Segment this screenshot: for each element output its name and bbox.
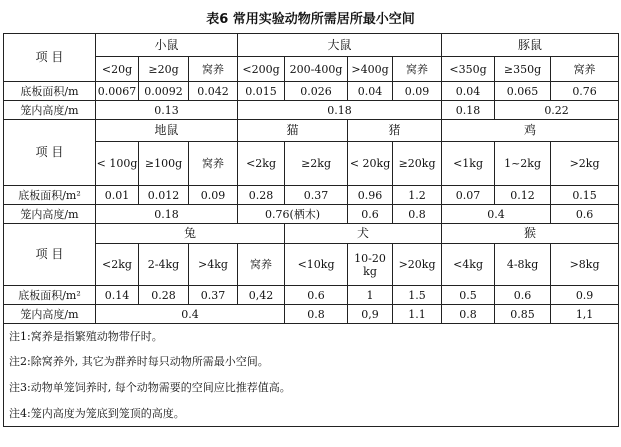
table-title: 表6 常用实验动物所需居所最小空间 — [206, 12, 415, 27]
value-cell: 0,9 — [348, 305, 393, 324]
subheader: >4kg — [189, 244, 238, 286]
value-cell: 0.07 — [442, 186, 495, 205]
subheader: 1~2kg — [495, 142, 551, 186]
value-cell: 0.8 — [442, 305, 495, 324]
note-line: 注2:除窝养外, 其它为群养时每只动物所需最小空间。 — [9, 355, 269, 368]
subheader: >2kg — [551, 142, 619, 186]
subheader: 窝养 — [189, 57, 238, 82]
value-cell: 0.85 — [495, 305, 551, 324]
value-cell: 0.4 — [96, 305, 285, 324]
subheader: ≥350g — [495, 57, 551, 82]
value-cell: 1.2 — [393, 186, 442, 205]
group-header: 猫 — [238, 120, 348, 142]
group-header: 兔 — [96, 224, 285, 244]
value-cell: 0.9 — [551, 286, 619, 305]
value-cell: 0.18 — [442, 101, 495, 120]
value-cell: 1,1 — [551, 305, 619, 324]
value-cell: 0.4 — [442, 205, 551, 224]
row-label: 笼内高度/m — [4, 305, 96, 324]
subheader: < 100g — [96, 142, 139, 186]
value-cell: 0.04 — [442, 82, 495, 101]
value-cell: 0.76 — [551, 82, 619, 101]
value-cell: 0.8 — [285, 305, 348, 324]
row-label: 笼内高度/m — [4, 101, 96, 120]
group-header: 鸡 — [442, 120, 619, 142]
space-requirements-table — [3, 33, 619, 427]
subheader: 窝养 — [551, 57, 619, 82]
subheader: ≥20g — [139, 57, 189, 82]
subheader: 200-400g — [285, 57, 348, 82]
subheader: 2-4kg — [139, 244, 189, 286]
row-label: 底板面积/m² — [4, 186, 96, 205]
value-cell: 0.15 — [551, 186, 619, 205]
item-header: 项 目 — [4, 224, 96, 286]
value-cell: 0.015 — [238, 82, 285, 101]
item-header: 项 目 — [4, 34, 96, 82]
value-cell: 0,42 — [238, 286, 285, 305]
subheader: <20g — [96, 57, 139, 82]
note-line: 注3:动物单笼饲养时, 每个动物需要的空间应比推荐值高。 — [9, 381, 291, 394]
value-cell: 0.12 — [495, 186, 551, 205]
value-cell: 1.1 — [393, 305, 442, 324]
value-cell: 0.6 — [348, 205, 393, 224]
group-header: 大鼠 — [238, 34, 442, 57]
subheader: <10kg — [285, 244, 348, 286]
value-cell: 0.76(栖木) — [238, 205, 348, 224]
value-cell: 1 — [348, 286, 393, 305]
subheader: >400g — [348, 57, 393, 82]
value-cell: 0.012 — [139, 186, 189, 205]
note-line: 注4:笼内高度为笼底到笼顶的高度。 — [9, 407, 185, 420]
value-cell: 0.6 — [551, 205, 619, 224]
subheader: <2kg — [96, 244, 139, 286]
subheader: ≥100g — [139, 142, 189, 186]
note-line: 注1:窝养是指繁殖动物带仔时。 — [9, 330, 163, 343]
value-cell: 1.5 — [393, 286, 442, 305]
value-cell: 0.09 — [189, 186, 238, 205]
value-cell: 0.5 — [442, 286, 495, 305]
value-cell: 0.6 — [495, 286, 551, 305]
row-label: 底板面积/m² — [4, 286, 96, 305]
subheader: < 20kg — [348, 142, 393, 186]
value-cell: 0.28 — [238, 186, 285, 205]
subheader: >20kg — [393, 244, 442, 286]
subheader: ≥20kg — [393, 142, 442, 186]
group-header: 豚鼠 — [442, 34, 619, 57]
row-label: 笼内高度/m — [4, 205, 96, 224]
value-cell: 0.04 — [348, 82, 393, 101]
value-cell: 0.37 — [285, 186, 348, 205]
item-header: 项 目 — [4, 120, 96, 186]
value-cell: 0.96 — [348, 186, 393, 205]
subheader: 4-8kg — [495, 244, 551, 286]
value-cell: 0.8 — [393, 205, 442, 224]
group-header: 猪 — [348, 120, 442, 142]
value-cell: 0.09 — [393, 82, 442, 101]
value-cell: 0.14 — [96, 286, 139, 305]
subheader: 窝养 — [393, 57, 442, 82]
value-cell: 0.18 — [238, 101, 442, 120]
value-cell: 0.01 — [96, 186, 139, 205]
subheader: <2kg — [238, 142, 285, 186]
group-header: 小鼠 — [96, 34, 238, 57]
value-cell: 0.065 — [495, 82, 551, 101]
row-label: 底板面积/m — [4, 82, 96, 101]
subheader: <4kg — [442, 244, 495, 286]
value-cell: 0.0092 — [139, 82, 189, 101]
value-cell: 0.22 — [495, 101, 619, 120]
subheader: >8kg — [551, 244, 619, 286]
value-cell: 0.0067 — [96, 82, 139, 101]
value-cell: 0.18 — [96, 205, 238, 224]
group-header: 猴 — [442, 224, 619, 244]
value-cell: 0.28 — [139, 286, 189, 305]
group-header: 地鼠 — [96, 120, 238, 142]
notes-cell — [4, 324, 619, 427]
subheader: <200g — [238, 57, 285, 82]
value-cell: 0.37 — [189, 286, 238, 305]
subheader: <350g — [442, 57, 495, 82]
value-cell: 0.6 — [285, 286, 348, 305]
subheader: 10-20 kg — [348, 244, 393, 286]
value-cell: 0.026 — [285, 82, 348, 101]
group-header: 犬 — [285, 224, 442, 244]
subheader: 窝养 — [238, 244, 285, 286]
value-cell: 0.13 — [96, 101, 238, 120]
value-cell: 0.042 — [189, 82, 238, 101]
subheader: <1kg — [442, 142, 495, 186]
subheader: 窝养 — [189, 142, 238, 186]
subheader: ≥2kg — [285, 142, 348, 186]
